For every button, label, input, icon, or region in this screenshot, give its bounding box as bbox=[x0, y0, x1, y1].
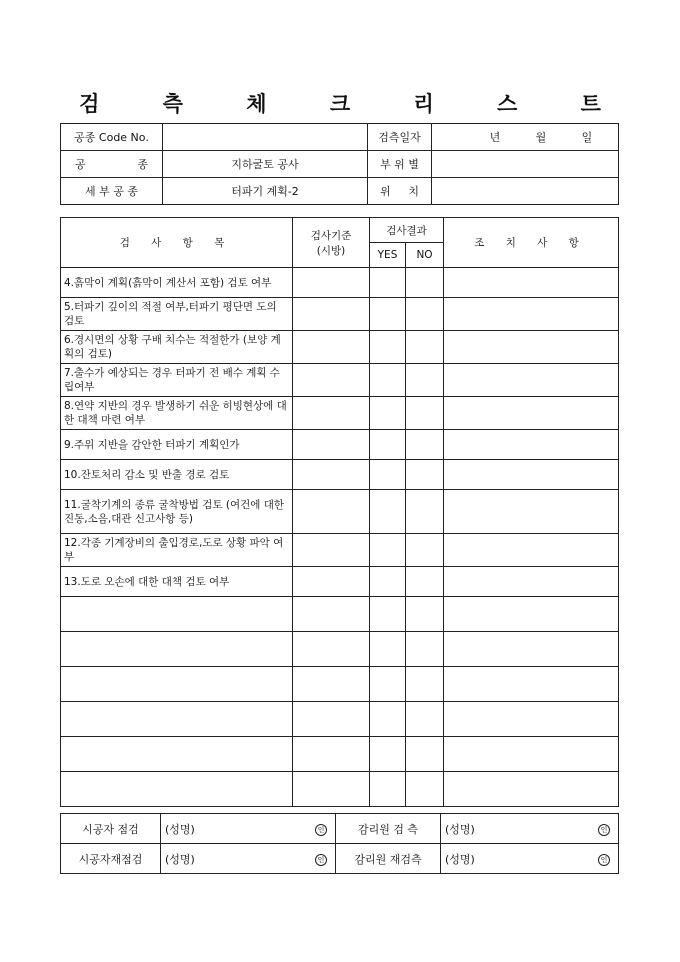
contractor-check-label: 시공자 점검 bbox=[61, 814, 161, 844]
yes-cell[interactable] bbox=[370, 460, 406, 490]
sub-value[interactable]: 터파기 계획-2 bbox=[163, 178, 368, 205]
no-cell[interactable] bbox=[406, 490, 444, 534]
action-cell[interactable] bbox=[444, 268, 619, 298]
yes-cell[interactable] bbox=[370, 397, 406, 430]
action-cell[interactable] bbox=[444, 772, 619, 807]
no-cell[interactable] bbox=[406, 737, 444, 772]
yes-cell[interactable] bbox=[370, 737, 406, 772]
no-cell[interactable] bbox=[406, 460, 444, 490]
action-cell[interactable] bbox=[444, 667, 619, 702]
code-label: 공종 Code No. bbox=[61, 124, 163, 151]
col-header-yes: YES bbox=[370, 243, 406, 268]
check-item bbox=[61, 702, 293, 737]
standard-cell[interactable] bbox=[293, 597, 370, 632]
action-cell[interactable] bbox=[444, 298, 619, 331]
check-item: 5.터파기 깊이의 적절 여부,터파기 평단면 도의 검토 bbox=[61, 298, 293, 331]
check-item bbox=[61, 772, 293, 807]
table-row bbox=[61, 632, 619, 667]
checklist-table bbox=[60, 217, 619, 807]
table-row bbox=[61, 430, 619, 460]
date-day: 일 bbox=[581, 131, 593, 144]
code-value-field[interactable] bbox=[163, 124, 368, 151]
col-header-no: NO bbox=[406, 243, 444, 268]
no-cell[interactable] bbox=[406, 298, 444, 331]
yes-cell[interactable] bbox=[370, 534, 406, 567]
col-header-action: 조 치 사 항 bbox=[444, 218, 619, 268]
table-row bbox=[61, 331, 619, 364]
yes-cell[interactable] bbox=[370, 490, 406, 534]
check-item bbox=[61, 667, 293, 702]
action-cell[interactable] bbox=[444, 364, 619, 397]
yes-cell[interactable] bbox=[370, 331, 406, 364]
contractor-recheck-seal[interactable] bbox=[291, 844, 336, 874]
date-label: 검측일자 bbox=[368, 124, 432, 151]
contractor-recheck-label: 시공자재점검 bbox=[61, 844, 161, 874]
check-item bbox=[61, 632, 293, 667]
place-label-a: 위 bbox=[380, 185, 391, 198]
check-item: 6.경시면의 상황 구배 치수는 적절한가 (보양 계획의 검토) bbox=[61, 331, 293, 364]
place-label bbox=[368, 178, 432, 205]
standard-cell[interactable] bbox=[293, 702, 370, 737]
table-row bbox=[61, 490, 619, 534]
action-cell[interactable] bbox=[444, 567, 619, 597]
standard-cell[interactable] bbox=[293, 460, 370, 490]
standard-cell[interactable] bbox=[293, 430, 370, 460]
table-row bbox=[61, 597, 619, 632]
action-cell[interactable] bbox=[444, 397, 619, 430]
action-cell[interactable] bbox=[444, 737, 619, 772]
table-row bbox=[61, 534, 619, 567]
no-cell[interactable] bbox=[406, 632, 444, 667]
page-title: 검 측 체 크 리 스 트 bbox=[79, 91, 629, 116]
check-item: 8.연약 지반의 경우 발생하기 쉬운 히빙현상에 대한 대책 마련 여부 bbox=[61, 397, 293, 430]
table-row bbox=[61, 667, 619, 702]
info-table bbox=[60, 123, 619, 205]
check-item: 12.각종 기계장비의 출입경로,도로 상황 파악 여부 bbox=[61, 534, 293, 567]
date-month: 월 bbox=[535, 131, 547, 144]
action-cell[interactable] bbox=[444, 534, 619, 567]
no-cell[interactable] bbox=[406, 702, 444, 737]
supervisor-inspect-seal[interactable] bbox=[573, 814, 619, 844]
action-cell[interactable] bbox=[444, 632, 619, 667]
yes-cell[interactable] bbox=[370, 364, 406, 397]
check-item: 4.흙막이 계획(흙막이 계산서 포함) 검토 여부 bbox=[61, 268, 293, 298]
sub-label: 세 부 공 종 bbox=[61, 178, 163, 205]
standard-cell[interactable] bbox=[293, 632, 370, 667]
col-header-result: 검사결과 bbox=[370, 218, 444, 243]
no-cell[interactable] bbox=[406, 667, 444, 702]
standard-cell[interactable] bbox=[293, 298, 370, 331]
yes-cell[interactable] bbox=[370, 772, 406, 807]
action-cell[interactable] bbox=[444, 460, 619, 490]
no-cell[interactable] bbox=[406, 534, 444, 567]
standard-cell[interactable] bbox=[293, 772, 370, 807]
table-row bbox=[61, 364, 619, 397]
check-item: 9.주위 지반을 감안한 터파기 계획인가 bbox=[61, 430, 293, 460]
check-item: 13.도로 오손에 대한 대책 검토 여부 bbox=[61, 567, 293, 597]
yes-cell[interactable] bbox=[370, 298, 406, 331]
standard-cell[interactable] bbox=[293, 737, 370, 772]
no-cell[interactable] bbox=[406, 397, 444, 430]
date-field[interactable] bbox=[432, 124, 619, 151]
no-cell[interactable] bbox=[406, 772, 444, 807]
col-header-standard bbox=[293, 218, 370, 268]
location-value-field[interactable] bbox=[432, 151, 619, 178]
date-year: 년 bbox=[489, 131, 501, 144]
action-cell[interactable] bbox=[444, 331, 619, 364]
supervisor-reinspect-seal[interactable] bbox=[573, 844, 619, 874]
seal-icon: 인 bbox=[598, 854, 610, 866]
contractor-check-name-field[interactable]: (성명) bbox=[161, 814, 291, 844]
gongjong-value[interactable]: 지하굴토 공사 bbox=[163, 151, 368, 178]
table-row bbox=[61, 737, 619, 772]
action-cell[interactable] bbox=[444, 702, 619, 737]
seal-icon: 인 bbox=[315, 824, 327, 836]
standard-cell[interactable] bbox=[293, 331, 370, 364]
supervisor-reinspect-label: 감리원 재검측 bbox=[336, 844, 441, 874]
table-row bbox=[61, 567, 619, 597]
action-cell[interactable] bbox=[444, 597, 619, 632]
table-row bbox=[61, 460, 619, 490]
yes-cell[interactable] bbox=[370, 702, 406, 737]
standard-cell[interactable] bbox=[293, 364, 370, 397]
no-cell[interactable] bbox=[406, 597, 444, 632]
seal-icon: 인 bbox=[315, 854, 327, 866]
table-row bbox=[61, 397, 619, 430]
table-row bbox=[61, 268, 619, 298]
col-header-standard-2: (시방) bbox=[316, 244, 346, 257]
place-label-b: 치 bbox=[408, 185, 419, 198]
place-value-field[interactable] bbox=[432, 178, 619, 205]
check-item: 7.출수가 예상되는 경우 터파기 전 배수 계획 수립여부 bbox=[61, 364, 293, 397]
contractor-recheck-name-field[interactable]: (성명) bbox=[161, 844, 291, 874]
standard-cell[interactable] bbox=[293, 397, 370, 430]
col-header-item: 검 사 항 목 bbox=[61, 218, 293, 268]
standard-cell[interactable] bbox=[293, 268, 370, 298]
no-cell[interactable] bbox=[406, 364, 444, 397]
location-label: 부 위 별 bbox=[368, 151, 432, 178]
no-cell[interactable] bbox=[406, 430, 444, 460]
table-row bbox=[61, 772, 619, 807]
check-item bbox=[61, 597, 293, 632]
action-cell[interactable] bbox=[444, 490, 619, 534]
table-row bbox=[61, 702, 619, 737]
yes-cell[interactable] bbox=[370, 597, 406, 632]
yes-cell[interactable] bbox=[370, 632, 406, 667]
gongjong-label-b: 종 bbox=[137, 158, 148, 171]
signature-table bbox=[60, 813, 619, 874]
yes-cell[interactable] bbox=[370, 430, 406, 460]
check-item: 10.잔토처리 감소 및 반출 경로 검토 bbox=[61, 460, 293, 490]
action-cell[interactable] bbox=[444, 430, 619, 460]
supervisor-inspect-name-field[interactable]: (성명) bbox=[441, 814, 573, 844]
yes-cell[interactable] bbox=[370, 667, 406, 702]
yes-cell[interactable] bbox=[370, 268, 406, 298]
col-header-standard-1: 검사기준 bbox=[310, 229, 352, 242]
table-row bbox=[61, 298, 619, 331]
standard-cell[interactable] bbox=[293, 567, 370, 597]
check-item: 11.굴착기계의 종류 굴착방법 검토 (여건에 대한 진동,소음,대관 신고사항 등) bbox=[61, 490, 293, 534]
no-cell[interactable] bbox=[406, 331, 444, 364]
no-cell[interactable] bbox=[406, 268, 444, 298]
gongjong-label-a: 공 bbox=[75, 158, 86, 171]
gongjong-label bbox=[61, 151, 163, 178]
standard-cell[interactable] bbox=[293, 667, 370, 702]
no-cell[interactable] bbox=[406, 567, 444, 597]
contractor-check-seal[interactable] bbox=[291, 814, 336, 844]
check-item bbox=[61, 737, 293, 772]
seal-icon: 인 bbox=[598, 824, 610, 836]
supervisor-reinspect-name-field[interactable]: (성명) bbox=[441, 844, 573, 874]
standard-cell[interactable] bbox=[293, 534, 370, 567]
yes-cell[interactable] bbox=[370, 567, 406, 597]
standard-cell[interactable] bbox=[293, 490, 370, 534]
supervisor-inspect-label: 감리원 검 측 bbox=[336, 814, 441, 844]
